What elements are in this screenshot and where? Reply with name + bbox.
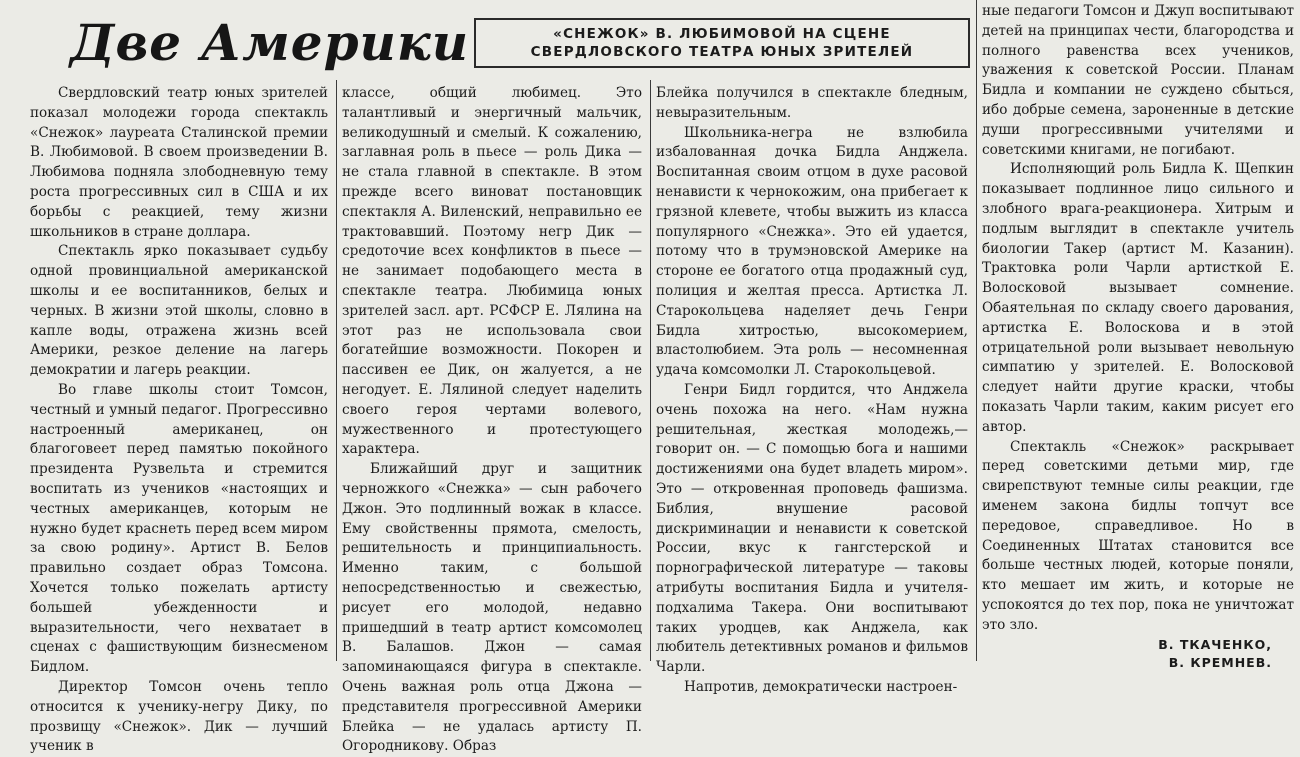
column-4-paragraph: Исполняющий роль Бидла К. Щепкин показывает подлинное лицо сильного и злобного врага-реакционера. Хитрым и подлым выглядит в спектакле учитель биологии Такер (артист М. Казанин). Трактовка роли Чарли артисткой Е. Волосковой вызывает сомнение. Обаятельная по складу своего дарования, артистка Е. Волоскова и в этой отрицательной роли вызывает невольную симпатию у зрителей. Е. Волосковой следует найти другие краски, чтобы показать Чарли таким, каким рисует его автор. — [982, 161, 1294, 435]
author-name: В. КРЕМНЕВ. — [1168, 654, 1272, 670]
column-4-paragraph: ные педагоги Томсон и Джуп воспитывают детей на принципах чести, благородства и полного равенства всех учеников, уважения к советской России. Планам Бидла и компании не суждено сбыться, ибо добрые семена, зароненные в детские души прогрессивными учителями и советскими книгами, не погибают. — [982, 3, 1294, 158]
article-column-1 — [30, 84, 328, 755]
column-1-paragraph: Во главе школы стоит Томсон, честный и умный педагог. Прогрессивно настроенный американец, он благоговеет перед памятью покойного президента Рузвельта и стремится воспитать из учеников «настоящих и честных американцев, которым не нужно будет краснеть перед всем миром за свою родину». Артист В. Белов правильно создает образ Томсона. Хочется только пожелать артисту большей убежденности и выразительности, чего нехватает в сценах с фашиствующим бизнесменом Бидлом. — [30, 381, 328, 676]
subtitle-line-1: «СНЕЖОК» В. ЛЮБИМОВОЙ НА СЦЕНЕ — [553, 26, 891, 42]
article-title: Две Америки — [70, 13, 470, 72]
article-column-2 — [342, 84, 642, 755]
article-subtitle-box — [474, 18, 970, 68]
article-signature — [982, 636, 1294, 672]
column-divider — [976, 0, 977, 661]
column-2-paragraph: Ближайший друг и защитник черножкого «Снежка» — сын рабочего Джон. Это подлинный вожак в классе. Ему свойственны прямота, смелость, решительность и принципиальность. Именно таким, с большой непосредственностью и свежестью, рисует его молодой, недавно пришедший в театр артист комсомолец В. Балашов. Джон — самая запоминающаяся фигура в спектакле. Очень важная роль отца Джона — представителя прогрессивной Америки Блейка — не удалась артисту П. Огородникову. Образ — [342, 461, 642, 755]
column-4-paragraph: Спектакль «Снежок» раскрывает перед советскими детьми мир, где свирепствуют темные силы реакции, где именем закона бидлы топчут все передовое, справедливое. Но в Соединенных Штатах становится все больше честных людей, которые поняли, кто мешает им жить, и которые не успокоятся до тех пор, пока не уничтожат это зло. — [982, 438, 1294, 633]
column-1-paragraph: Директор Томсон очень тепло относится к ученику-негру Дику, по прозвищу «Снежок». Дик — лучший ученик в — [30, 678, 328, 755]
article-column-3 — [656, 84, 968, 695]
column-divider — [650, 80, 651, 661]
column-2-paragraph: классе, общий любимец. Это талантливый и энергичный мальчик, великодушный и смелый. К сожалению, заглавная роль в пьесе — роль Дика — не стала главной в спектакле. В этом прежде всего виноват постановщик спектакля А. Виленский, неправильно ее трактовавший. Поэтому негр Дик — средоточие всех конфликтов в пьесе — не занимает подобающего места в спектакле театра. Любимица юных зрителей засл. арт. РСФСР Е. Лялина на этот раз не использовала свои богатейшие возможности. Покорен и пассивен ее Дик, он жалуется, а не негодует. Е. Лялиной следует наделить своего героя чертами волевого, мужественного и протестующего характера. — [342, 85, 642, 458]
column-3-paragraph: Школьника-негра не взлюбила избалованная дочка Бидла Анджела. Воспитанная своим отцом в духе расовой ненависти к чернокожим, она прибегает к грязной клевете, чтобы выжить из класса популярного «Снежка». Это ей удается, потому что в трумэновской Америке на стороне ее богатого отца продажный суд, полиция и желтая пресса. Артистка Л. Старокольцева наделяет дечь Генри Бидла хитростью, высокомерием, властолюбием. Эта роль — несомненная удача комсомолки Л. Старокольцевой. — [656, 124, 968, 379]
column-3-paragraph: Генри Бидл гордится, что Анджела очень похожа на него. «Нам нужна решительная, жесткая молодежь,— говорит он. — С помощью бога и нашими достижениями она будет владеть миром». Это — откровенная проповедь фашизма. Библия, внушение расовой дискриминации и ненависти к советской России, вкус к гангстерской и порнографической литературе — таковы атрибуты воспитания Бидла и учителя-подхалима Такера. Они воспитывают таких уродцев, как Анджела, как любитель детективных романов и фильмов Чарли. — [656, 381, 968, 676]
subtitle-line-2: СВЕРДЛОВСКОГО ТЕАТРА ЮНЫХ ЗРИТЕЛЕЙ — [530, 44, 914, 60]
column-divider — [336, 80, 337, 661]
article-column-4 — [982, 2, 1294, 670]
column-3-paragraph: Напротив, демократически настроен- — [684, 678, 958, 695]
column-1-paragraph: Свердловский театр юных зрителей показал молодежи города спектакль «Снежок» лауреата Сталинской премии В. Любимовой. В своем произведении В. Любимова подняла злободневную тему роста прогрессивных сил в США и их борьбы с реакцией, тему жизни школьников в стране доллара. — [30, 85, 328, 240]
column-1-paragraph: Спектакль ярко показывает судьбу одной провинциальной американской школы и ее воспитанников, белых и черных. В жизни этой школы, словно в капле воды, отражена жизнь всей Америки, резкое деление на лагерь демократии и лагерь реакции. — [30, 243, 328, 379]
column-3-paragraph: Блейка получился в спектакле бледным, невыразительным. — [656, 85, 968, 121]
author-name: В. ТКАЧЕНКО, — [1158, 636, 1272, 652]
